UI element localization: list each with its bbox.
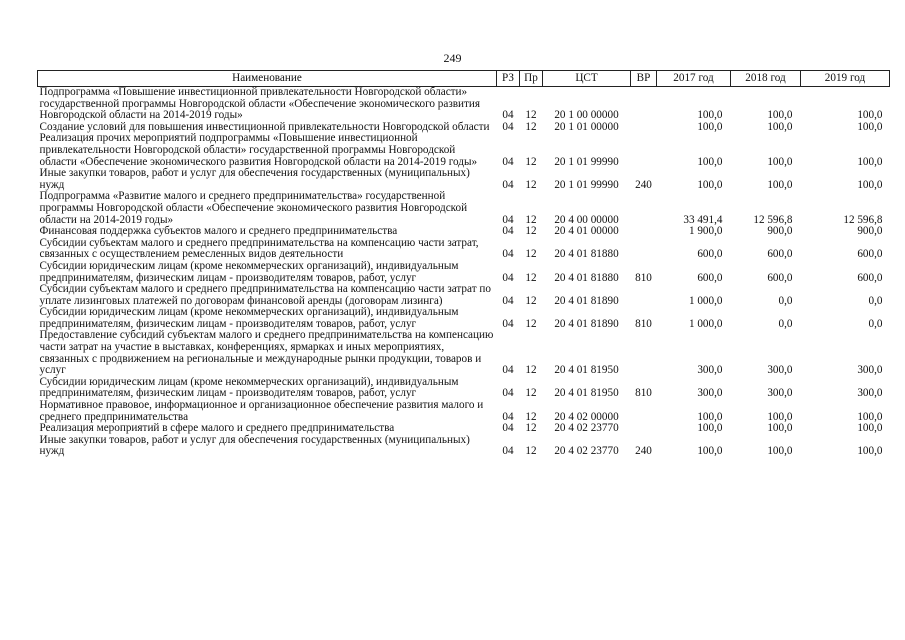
row-name-cell: Подпрограмма «Развитие малого и среднего предпринимательства» государственной программы Новгородской области «Обеспечение экономического развития Новгородской области на 2014-2019 годы» — [39, 190, 468, 226]
table-row — [38, 226, 890, 238]
row-rz-cell: 04 — [502, 178, 514, 191]
table-header-row — [38, 71, 890, 87]
table-row — [38, 261, 890, 284]
row-cst-cell: 20 4 01 81890 — [554, 317, 619, 330]
row-rz-cell: 04 — [502, 213, 514, 226]
header-2018: 2018 год — [731, 71, 801, 87]
row-rz-cell: 04 — [502, 248, 514, 261]
row-name-cell: Субсидии юридическим лицам (кроме некоммерческих организаций), индивидуальным предпринимателям, физическим лицам - производителям товаров, работ, услуг — [39, 375, 459, 400]
row-vr-cell — [631, 423, 657, 435]
row-2018-cell: 100,0 — [767, 155, 793, 168]
row-pr-cell: 12 — [525, 109, 537, 122]
row-vr-cell — [631, 330, 657, 376]
row-vr-cell: 240 — [635, 178, 652, 191]
row-2017-cell: 600,0 — [697, 248, 723, 261]
row-cst-cell: 20 4 01 81890 — [554, 294, 619, 307]
table-row — [38, 284, 890, 307]
row-2017-cell: 100,0 — [697, 178, 723, 191]
table-row — [38, 191, 890, 226]
row-cst-cell: 20 4 02 00000 — [554, 410, 619, 423]
row-name-cell: Предоставление субсидий субъектам малого и среднего предпринимательства на компенсацию части затрат на участие в выставках, конференциях, ярмарках и иных мероприятиях, связанных с продвижением на региональные и международные рынки продукции, товаров и услуг — [39, 329, 494, 377]
row-pr-cell: 12 — [525, 387, 537, 400]
header-vr: ВР — [631, 71, 657, 87]
row-pr-cell: 12 — [525, 225, 537, 238]
row-rz-cell: 04 — [502, 317, 514, 330]
row-2019-cell: 600,0 — [857, 271, 883, 284]
row-vr-cell — [631, 191, 657, 226]
row-pr-cell: 12 — [525, 248, 537, 261]
row-rz-cell: 04 — [502, 155, 514, 168]
row-2018-cell: 900,0 — [767, 225, 793, 238]
table-row — [38, 377, 890, 400]
row-rz-cell: 04 — [502, 364, 514, 377]
row-rz-cell: 04 — [502, 225, 514, 238]
row-name-cell: Реализация прочих мероприятий подпрограммы «Повышение инвестиционной привлекательности Новгородской области» государственной программы Новгородской области «Обеспечение экономического развития Новгородской области на 2014-2019 годы» — [39, 132, 478, 168]
row-2018-cell: 100,0 — [767, 120, 793, 133]
row-cst-cell: 20 4 02 23770 — [554, 445, 619, 458]
row-2019-cell: 300,0 — [857, 387, 883, 400]
row-pr-cell: 12 — [525, 213, 537, 226]
row-2019-cell: 0,0 — [868, 317, 883, 330]
row-name-cell: Субсидии юридическим лицам (кроме некоммерческих организаций), индивидуальным предпринимателям, физическим лицам - производителям товаров, работ, услуг — [39, 259, 459, 284]
row-rz-cell: 04 — [502, 445, 514, 458]
row-2019-cell: 100,0 — [857, 155, 883, 168]
table-row — [38, 238, 890, 261]
budget-table — [37, 70, 890, 458]
row-name-cell: Иные закупки товаров, работ и услуг для обеспечения государственных (муниципальных) нужд — [39, 433, 470, 458]
row-2017-cell: 100,0 — [697, 109, 723, 122]
row-vr-cell: 810 — [635, 317, 652, 330]
row-vr-cell — [631, 238, 657, 261]
row-vr-cell — [631, 284, 657, 307]
row-rz-cell: 04 — [502, 387, 514, 400]
header-name: Наименование — [38, 71, 497, 87]
row-pr-cell: 12 — [525, 317, 537, 330]
row-cst-cell: 20 4 01 81880 — [554, 248, 619, 261]
row-pr-cell: 12 — [525, 364, 537, 377]
row-2018-cell: 0,0 — [778, 294, 793, 307]
row-name-cell: Создание условий для повышения инвестиционной привлекательности Новгородской области — [39, 120, 490, 133]
row-pr-cell: 12 — [525, 271, 537, 284]
row-vr-cell: 810 — [635, 271, 652, 284]
row-2017-cell: 1 900,0 — [688, 225, 723, 238]
row-2017-cell: 100,0 — [697, 410, 723, 423]
row-pr-cell: 12 — [525, 120, 537, 133]
row-cst-cell: 20 4 01 00000 — [554, 225, 619, 238]
row-2019-cell: 100,0 — [857, 445, 883, 458]
row-vr-cell — [631, 400, 657, 423]
row-2017-cell: 300,0 — [697, 364, 723, 377]
row-name-cell: Подпрограмма «Повышение инвестиционной привлекательности Новгородской области» государственной программы Новгородской области «Обеспечение экономического развития Новгородской области на 2014-2019 годы» — [39, 86, 481, 122]
row-2019-cell: 100,0 — [857, 410, 883, 423]
row-name-cell: Иные закупки товаров, работ и услуг для обеспечения государственных (муниципальных) нужд — [39, 167, 470, 191]
row-2019-cell: 100,0 — [857, 178, 883, 191]
row-2017-cell: 100,0 — [697, 155, 723, 168]
row-2018-cell: 0,0 — [778, 317, 793, 330]
row-name-cell: Нормативное правовое, информационное и организационное обеспечение развития малого и среднего предпринимательства — [39, 399, 484, 423]
row-2019-cell: 300,0 — [857, 364, 883, 377]
row-2019-cell: 0,0 — [868, 294, 883, 307]
table-row — [38, 435, 890, 458]
row-2019-cell: 12 596,8 — [843, 213, 883, 226]
row-2018-cell: 12 596,8 — [753, 213, 793, 226]
row-name-cell: Субсидии юридическим лицам (кроме некоммерческих организаций), индивидуальным предпринимателям, физическим лицам - производителям товаров, работ, услуг — [39, 306, 459, 330]
row-vr-cell: 240 — [635, 445, 652, 458]
row-pr-cell: 12 — [525, 294, 537, 307]
table-row — [38, 168, 890, 191]
row-2018-cell: 300,0 — [767, 364, 793, 377]
row-vr-cell — [631, 122, 657, 134]
row-2017-cell: 33 491,4 — [683, 213, 723, 226]
header-cst: ЦСТ — [543, 71, 631, 87]
row-cst-cell: 20 4 01 81950 — [554, 364, 619, 377]
row-2018-cell: 600,0 — [767, 248, 793, 261]
row-2017-cell: 600,0 — [697, 271, 723, 284]
row-pr-cell: 12 — [525, 178, 537, 191]
row-name-cell: Финансовая поддержка субъектов малого и среднего предпринимательства — [39, 225, 398, 238]
row-name-cell: Субсидии субъектам малого и среднего предпринимательства на компенсацию части затрат по уплате лизинговых платежей по договорам финансовой аренды (договорам лизинга) — [39, 283, 491, 307]
table-row — [38, 400, 890, 423]
header-pr: Пр — [520, 71, 543, 87]
row-2018-cell: 100,0 — [767, 422, 793, 435]
row-rz-cell: 04 — [502, 109, 514, 122]
header-rz: РЗ — [497, 71, 520, 87]
row-2018-cell: 100,0 — [767, 410, 793, 423]
row-2019-cell: 900,0 — [857, 225, 883, 238]
row-cst-cell: 20 1 01 99990 — [554, 178, 619, 191]
row-2019-cell: 100,0 — [857, 422, 883, 435]
page-number: 249 — [443, 51, 462, 65]
header-2019: 2019 год — [801, 71, 890, 87]
row-2017-cell: 100,0 — [697, 422, 723, 435]
row-cst-cell: 20 1 01 99990 — [554, 155, 619, 168]
row-2017-cell: 1 000,0 — [688, 294, 723, 307]
row-name-cell: Реализация мероприятий в сфере малого и среднего предпринимательства — [39, 422, 395, 435]
row-2019-cell: 600,0 — [857, 248, 883, 261]
row-2017-cell: 1 000,0 — [688, 317, 723, 330]
row-vr-cell — [631, 133, 657, 168]
row-vr-cell — [631, 226, 657, 238]
row-2019-cell: 100,0 — [857, 109, 883, 122]
table-row — [38, 307, 890, 330]
row-2017-cell: 300,0 — [697, 387, 723, 400]
row-rz-cell: 04 — [502, 294, 514, 307]
row-rz-cell: 04 — [502, 271, 514, 284]
row-name-cell: Субсидии субъектам малого и среднего предпринимательства на компенсацию части затрат, связанных с осуществлением ремесленных видов деятельности — [39, 236, 479, 261]
table-row — [38, 87, 890, 122]
row-cst-cell: 20 4 01 81950 — [554, 387, 619, 400]
row-cst-cell: 20 1 01 00000 — [554, 120, 619, 133]
row-2017-cell: 100,0 — [697, 445, 723, 458]
table-row — [38, 133, 890, 168]
row-cst-cell: 20 4 00 00000 — [554, 213, 619, 226]
row-2018-cell: 100,0 — [767, 109, 793, 122]
row-pr-cell: 12 — [525, 422, 537, 435]
row-pr-cell: 12 — [525, 410, 537, 423]
row-2018-cell: 100,0 — [767, 178, 793, 191]
row-2018-cell: 300,0 — [767, 387, 793, 400]
header-2017: 2017 год — [657, 71, 731, 87]
row-pr-cell: 12 — [525, 155, 537, 168]
row-vr-cell: 810 — [635, 387, 652, 400]
row-2017-cell: 100,0 — [697, 120, 723, 133]
row-rz-cell: 04 — [502, 422, 514, 435]
row-2019-cell: 100,0 — [857, 120, 883, 133]
row-cst-cell: 20 4 01 81880 — [554, 271, 619, 284]
row-2018-cell: 600,0 — [767, 271, 793, 284]
table-body — [38, 87, 890, 459]
row-rz-cell: 04 — [502, 120, 514, 133]
row-pr-cell: 12 — [525, 445, 537, 458]
table-row — [38, 330, 890, 376]
row-rz-cell: 04 — [502, 410, 514, 423]
row-cst-cell: 20 4 02 23770 — [554, 422, 619, 435]
row-2018-cell: 100,0 — [767, 445, 793, 458]
row-vr-cell — [631, 87, 657, 122]
row-cst-cell: 20 1 00 00000 — [554, 109, 619, 122]
